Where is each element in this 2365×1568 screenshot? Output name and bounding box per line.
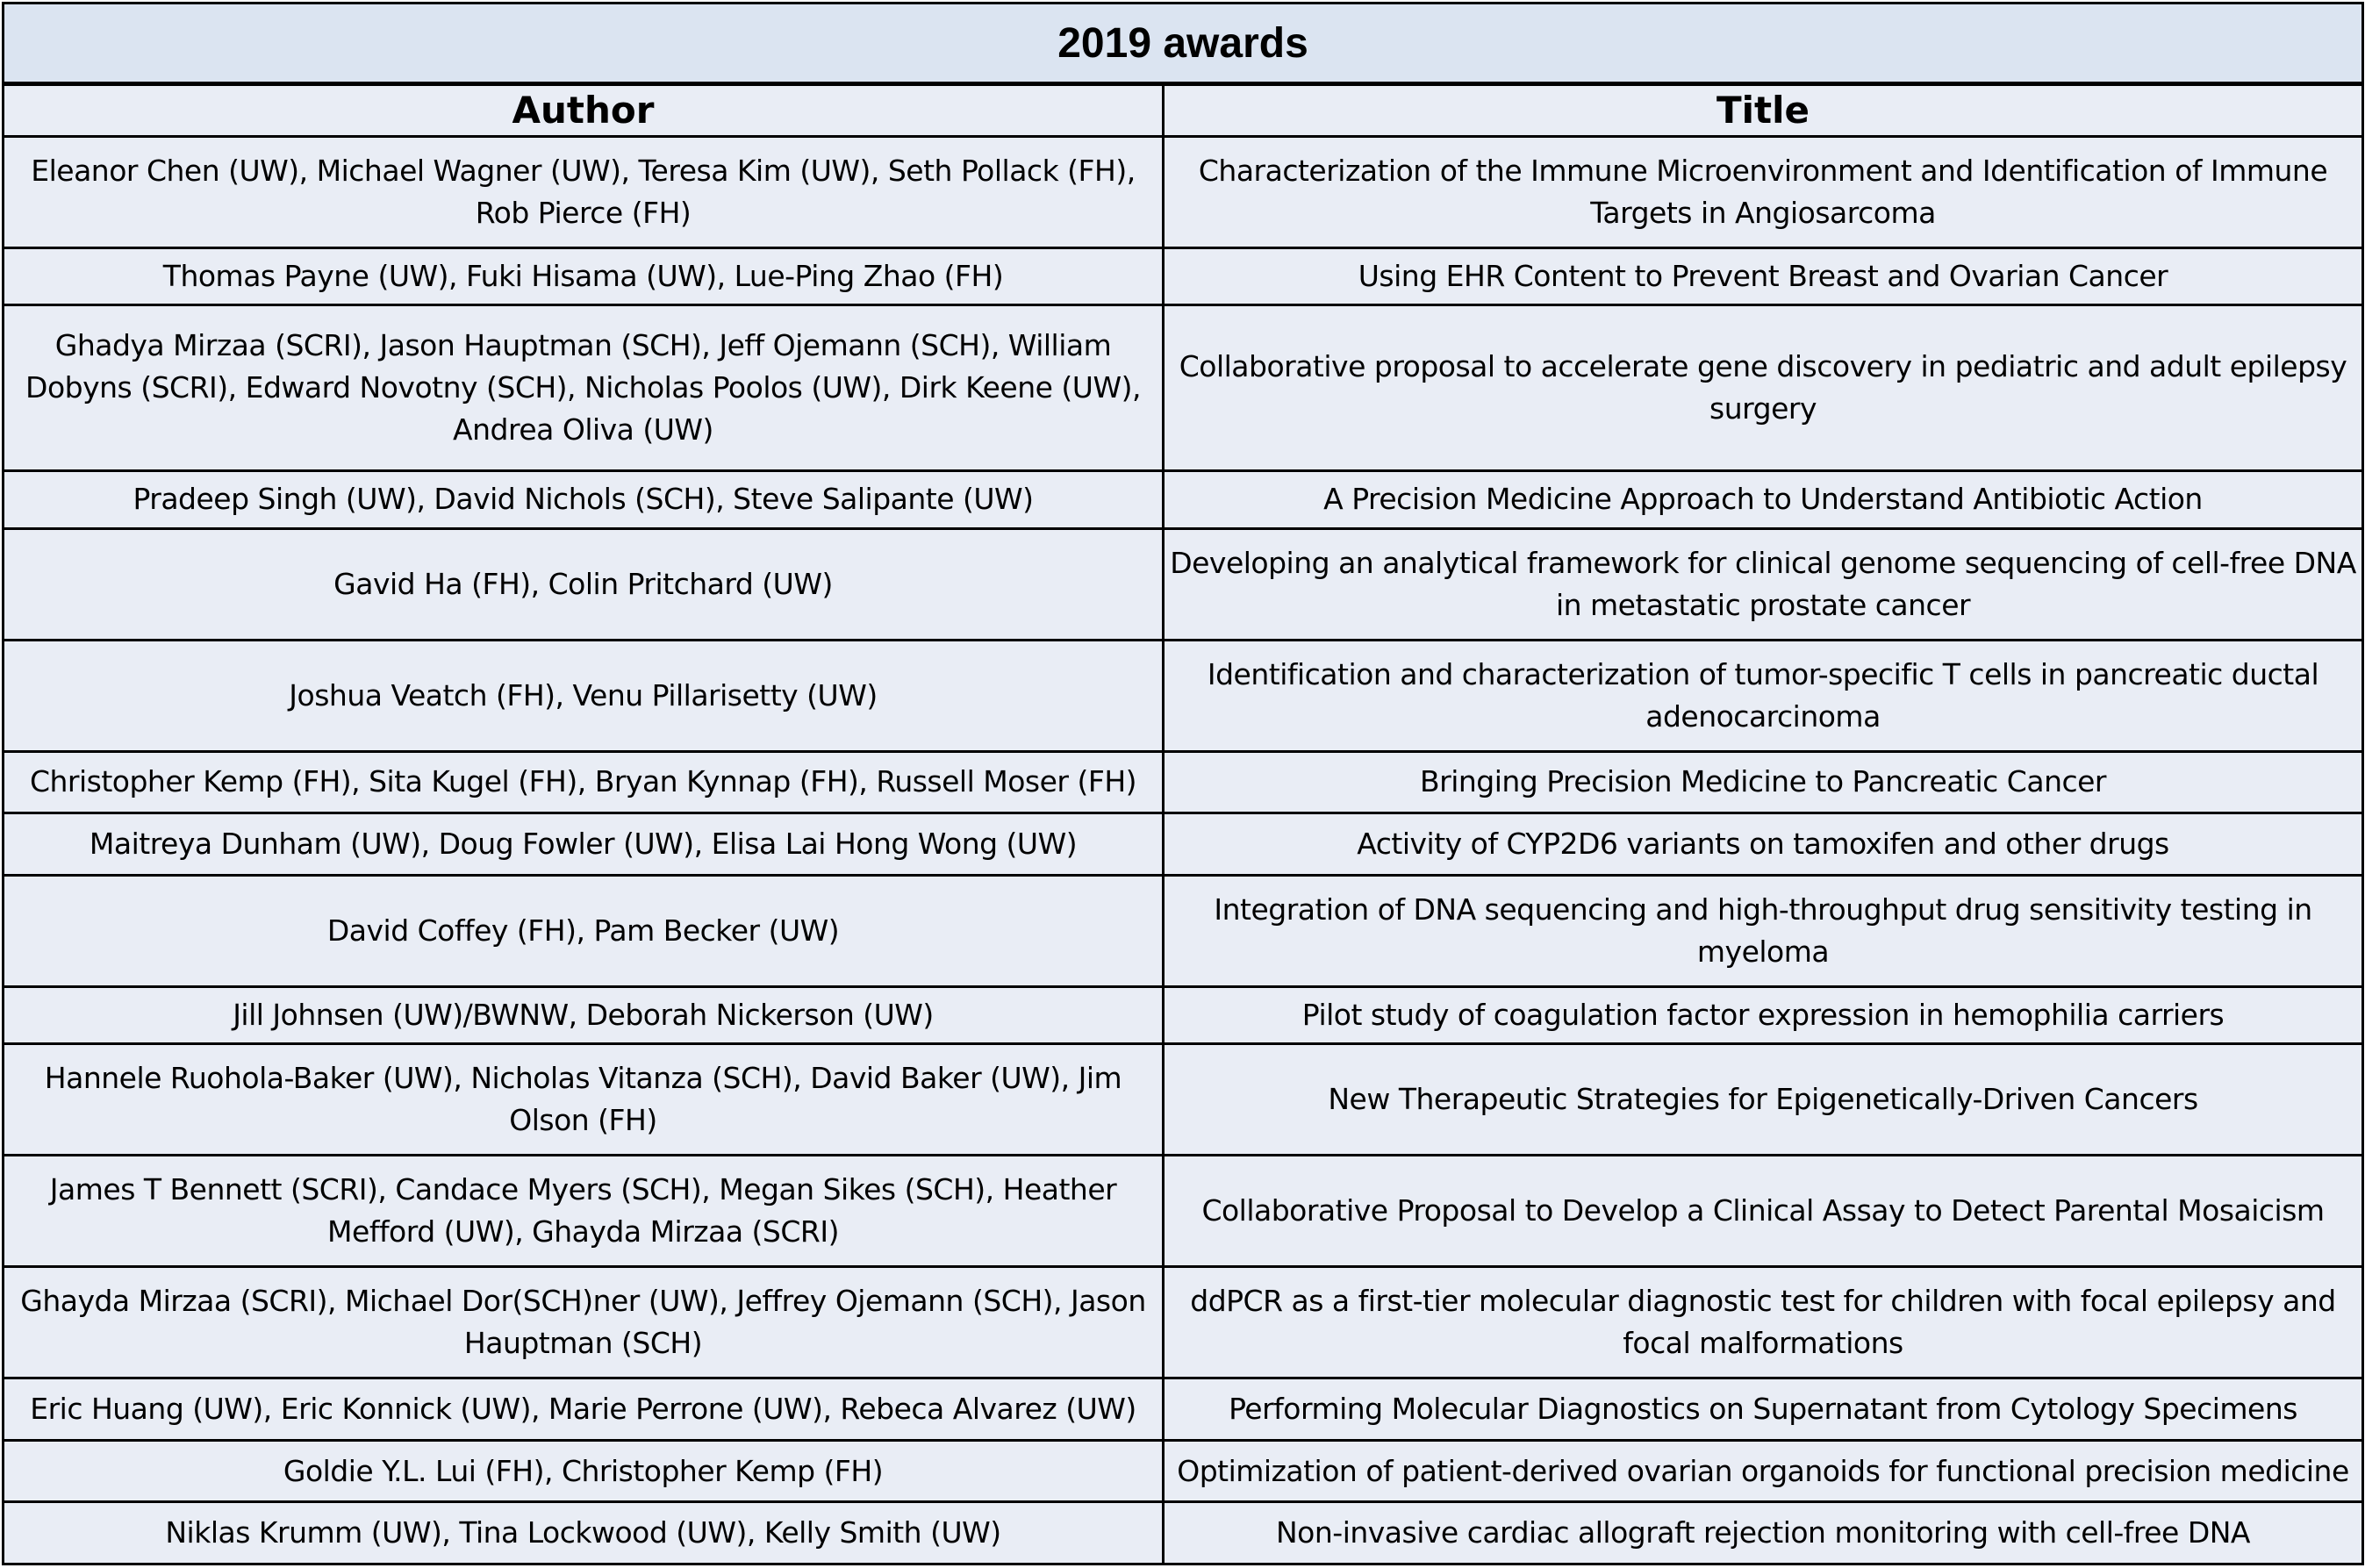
title-cell: Activity of CYP2D6 variants on tamoxifen and other drugs xyxy=(1164,813,2363,876)
table-row xyxy=(4,875,2363,986)
title-cell: Performing Molecular Diagnostics on Supernatant from Cytology Specimens xyxy=(1164,1378,2363,1441)
author-cell: Eric Huang (UW), Eric Konnick (UW), Marie Perrone (UW), Rebeca Alvarez (UW) xyxy=(4,1378,1164,1441)
table-caption: 2019 awards xyxy=(4,4,2363,84)
author-cell: Goldie Y.L. Lui (FH), Christopher Kemp (FH) xyxy=(4,1440,1164,1502)
title-cell: Integration of DNA sequencing and high-throughput drug sensitivity testing in myeloma xyxy=(1164,875,2363,986)
table-row xyxy=(4,1044,2363,1156)
awards-table xyxy=(2,2,2364,1565)
author-cell: Pradeep Singh (UW), David Nichols (SCH), Steve Salipante (UW) xyxy=(4,471,1164,528)
table-row xyxy=(4,1440,2363,1502)
title-cell: Using EHR Content to Prevent Breast and Ovarian Cancer xyxy=(1164,248,2363,305)
table-row xyxy=(4,1156,2363,1267)
title-cell: Non-invasive cardiac allograft rejection monitoring with cell-free DNA xyxy=(1164,1502,2363,1564)
author-cell: Eleanor Chen (UW), Michael Wagner (UW), Teresa Kim (UW), Seth Pollack (FH), Rob Pierce (FH) xyxy=(4,137,1164,248)
table-row xyxy=(4,137,2363,248)
author-cell: David Coffey (FH), Pam Becker (UW) xyxy=(4,875,1164,986)
title-cell: Collaborative proposal to accelerate gene discovery in pediatric and adult epilepsy surgery xyxy=(1164,305,2363,471)
title-cell: Bringing Precision Medicine to Pancreatic Cancer xyxy=(1164,751,2363,813)
author-cell: Ghadya Mirzaa (SCRI), Jason Hauptman (SCH), Jeff Ojemann (SCH), William Dobyns (SCRI), Edward Novotny (SCH), Nicholas Poolos (UW), Dirk Keene (UW), Andrea Oliva (UW) xyxy=(4,305,1164,471)
author-cell: Maitreya Dunham (UW), Doug Fowler (UW), Elisa Lai Hong Wong (UW) xyxy=(4,813,1164,876)
title-cell: A Precision Medicine Approach to Understand Antibiotic Action xyxy=(1164,471,2363,528)
title-column-header: Title xyxy=(1164,84,2363,137)
author-column-header: Author xyxy=(4,84,1164,137)
author-cell: James T Bennett (SCRI), Candace Myers (SCH), Megan Sikes (SCH), Heather Mefford (UW), Ghayda Mirzaa (SCRI) xyxy=(4,1156,1164,1267)
caption-row xyxy=(4,4,2363,84)
author-cell: Niklas Krumm (UW), Tina Lockwood (UW), Kelly Smith (UW) xyxy=(4,1502,1164,1564)
title-cell: Optimization of patient-derived ovarian organoids for functional precision medicine xyxy=(1164,1440,2363,1502)
table-row xyxy=(4,528,2363,640)
author-cell: Ghayda Mirzaa (SCRI), Michael Dor(SCH)ner (UW), Jeffrey Ojemann (SCH), Jason Hauptman (SCH) xyxy=(4,1267,1164,1378)
author-cell: Joshua Veatch (FH), Venu Pillarisetty (UW) xyxy=(4,640,1164,751)
title-cell: Identification and characterization of tumor-specific T cells in pancreatic ductal adenocarcinoma xyxy=(1164,640,2363,751)
title-cell: New Therapeutic Strategies for Epigenetically-Driven Cancers xyxy=(1164,1044,2363,1156)
table-row xyxy=(4,640,2363,751)
header-row xyxy=(4,84,2363,137)
table-body xyxy=(4,137,2363,1564)
table-row xyxy=(4,1378,2363,1441)
table-row xyxy=(4,1502,2363,1564)
table-row xyxy=(4,751,2363,813)
author-cell: Hannele Ruohola-Baker (UW), Nicholas Vitanza (SCH), David Baker (UW), Jim Olson (FH) xyxy=(4,1044,1164,1156)
table-row xyxy=(4,471,2363,528)
author-cell: Jill Johnsen (UW)/BWNW, Deborah Nickerson (UW) xyxy=(4,986,1164,1043)
table-row xyxy=(4,986,2363,1043)
author-cell: Gavid Ha (FH), Colin Pritchard (UW) xyxy=(4,528,1164,640)
author-cell: Thomas Payne (UW), Fuki Hisama (UW), Lue-Ping Zhao (FH) xyxy=(4,248,1164,305)
title-cell: Collaborative Proposal to Develop a Clinical Assay to Detect Parental Mosaicism xyxy=(1164,1156,2363,1267)
table-row xyxy=(4,305,2363,471)
table-row xyxy=(4,813,2363,876)
title-cell: Characterization of the Immune Microenvironment and Identification of Immune Targets in Angiosarcoma xyxy=(1164,137,2363,248)
title-cell: Developing an analytical framework for clinical genome sequencing of cell-free DNA in metastatic prostate cancer xyxy=(1164,528,2363,640)
author-cell: Christopher Kemp (FH), Sita Kugel (FH), Bryan Kynnap (FH), Russell Moser (FH) xyxy=(4,751,1164,813)
title-cell: ddPCR as a first-tier molecular diagnostic test for children with focal epilepsy and focal malformations xyxy=(1164,1267,2363,1378)
table-row xyxy=(4,248,2363,305)
table-row xyxy=(4,1267,2363,1378)
title-cell: Pilot study of coagulation factor expression in hemophilia carriers xyxy=(1164,986,2363,1043)
